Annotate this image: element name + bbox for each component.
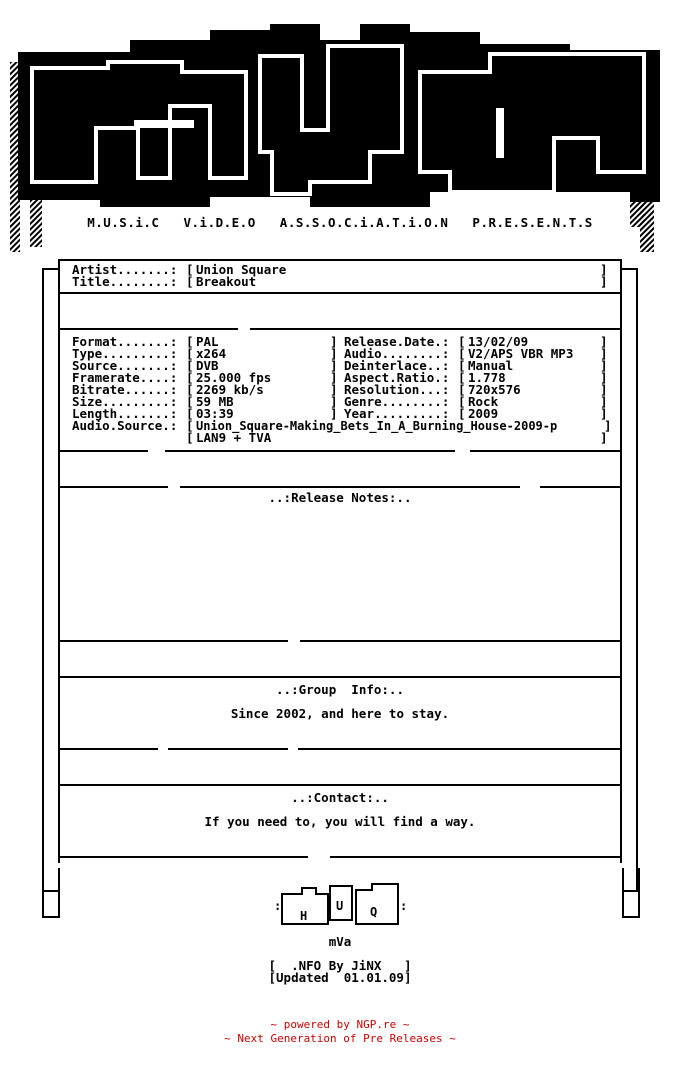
bracket-open: [ bbox=[186, 358, 194, 373]
spec-left-value: DVB bbox=[196, 358, 219, 373]
divider-9a bbox=[58, 856, 308, 858]
spec-right-label: Resolution...: bbox=[344, 382, 450, 397]
spec-left-label: Size.........: bbox=[72, 394, 178, 409]
bracket-open: [ bbox=[186, 394, 194, 409]
bracket-open: [ bbox=[186, 370, 194, 385]
bracket-close: ] bbox=[600, 274, 608, 289]
spec-right-label: Aspect.Ratio.: bbox=[344, 370, 450, 385]
spec-left-value: x264 bbox=[196, 346, 227, 361]
bracket-close: ] bbox=[330, 346, 338, 361]
divider-7a bbox=[58, 748, 158, 750]
contact-text: If you need to, you will find a way. bbox=[204, 814, 476, 829]
spec-left-value: 59 MB bbox=[196, 394, 234, 409]
small-logo-name: mVa bbox=[328, 934, 352, 949]
bracket-open: [ bbox=[458, 358, 466, 373]
audio-source-line2: LAN9 + TVA bbox=[196, 430, 272, 445]
small-mva-logo bbox=[272, 880, 408, 932]
left-rail bbox=[42, 268, 58, 892]
title-label: Title........: bbox=[72, 274, 178, 289]
bracket-open: [ bbox=[458, 382, 466, 397]
divider-3c bbox=[470, 450, 620, 452]
updated-date: [Updated 01.01.09] bbox=[268, 970, 412, 985]
bracket-close: ] bbox=[600, 394, 608, 409]
bracket-close: ] bbox=[330, 394, 338, 409]
right-foot bbox=[622, 868, 640, 918]
bracket-open: [ bbox=[186, 430, 194, 445]
presents-tagline: M.U.S.i.C V.i.D.E.O A.S.S.O.C.i.A.T.i.O.N P.R.E.S.E.N.T.S bbox=[87, 215, 593, 230]
group-info-title: ..:Group Info:.. bbox=[276, 682, 404, 697]
bracket-open: [ bbox=[186, 274, 194, 289]
bracket-close: ] bbox=[600, 358, 608, 373]
spec-right-value: Manual bbox=[468, 358, 514, 373]
left-foot bbox=[42, 868, 60, 918]
divider-6 bbox=[58, 676, 620, 678]
spec-right-value: 13/02/09 bbox=[468, 334, 529, 349]
bracket-close: ] bbox=[600, 370, 608, 385]
audio-source-line1: Union_Square-Making_Bets_In_A_Burning_House-2009-p bbox=[196, 419, 558, 433]
bracket-open: [ bbox=[186, 382, 194, 397]
contact-title: ..:Contact:.. bbox=[291, 790, 389, 805]
artist-value: Union Square bbox=[196, 262, 287, 277]
spec-left-value: 2269 kb/s bbox=[196, 382, 264, 397]
bracket-open: [ bbox=[458, 394, 466, 409]
bracket-close: ] bbox=[600, 406, 608, 421]
footer-powered-by: ~ powered by NGP.re ~ bbox=[270, 1018, 410, 1031]
spec-right-value: Rock bbox=[468, 394, 499, 409]
footer-tagline: ~ Next Generation of Pre Releases ~ bbox=[224, 1032, 456, 1045]
bracket-close: ] bbox=[600, 262, 608, 277]
bracket-open: [ bbox=[458, 334, 466, 349]
release-notes-title: ..:Release Notes:.. bbox=[268, 490, 412, 505]
svg-text::: : bbox=[274, 899, 282, 913]
right-rail bbox=[622, 268, 638, 892]
bracket-close: ] bbox=[330, 382, 338, 397]
bracket-open: [ bbox=[458, 346, 466, 361]
spec-left-label: Type.........: bbox=[72, 346, 178, 361]
divider-7c bbox=[298, 748, 620, 750]
bracket-open: [ bbox=[186, 334, 194, 349]
divider-4c bbox=[540, 486, 620, 488]
spec-left-value: 25.000 fps bbox=[196, 370, 272, 385]
divider-8 bbox=[58, 784, 620, 786]
audio-source-label: Audio.Source.: bbox=[72, 418, 178, 433]
divider-7b bbox=[168, 748, 288, 750]
divider-4b bbox=[180, 486, 520, 488]
divider-5b bbox=[300, 640, 620, 642]
bracket-close: ] bbox=[330, 334, 338, 349]
bracket-open: [ bbox=[186, 262, 194, 277]
spec-right-label: Release.Date.: bbox=[344, 334, 450, 349]
bracket-close: ] bbox=[600, 346, 608, 361]
divider-5a bbox=[58, 640, 288, 642]
artist-label: Artist.......: bbox=[72, 262, 178, 277]
bracket-open: [ bbox=[186, 406, 194, 421]
bracket-close: ] bbox=[330, 406, 338, 421]
spec-right-label: Genre........: bbox=[344, 394, 450, 409]
divider-9b bbox=[330, 856, 620, 858]
divider-2a bbox=[58, 328, 238, 330]
spec-right-value: V2/APS VBR MP3 bbox=[468, 346, 574, 361]
spec-left-label: Format.......: bbox=[72, 334, 178, 349]
spec-right-value: 2009 bbox=[468, 406, 499, 421]
divider-1 bbox=[58, 292, 620, 294]
bracket-close: ] bbox=[330, 370, 338, 385]
spec-right-value: 720x576 bbox=[468, 382, 521, 397]
bracket-open: [ bbox=[458, 406, 466, 421]
bracket-close: ] bbox=[330, 358, 338, 373]
spec-left-value: PAL bbox=[196, 334, 219, 349]
divider-3a bbox=[58, 450, 148, 452]
bracket-open: [ bbox=[186, 418, 194, 433]
bracket-close: ] bbox=[600, 382, 608, 397]
bracket-close: ] bbox=[600, 430, 608, 445]
svg-text:Q: Q bbox=[370, 905, 378, 919]
divider-2b bbox=[250, 328, 620, 330]
svg-text::: : bbox=[400, 899, 408, 913]
spec-left-label: Bitrate......: bbox=[72, 382, 178, 397]
svg-text:U: U bbox=[336, 899, 344, 913]
nfo-by: [ .NFO By JiNX ] bbox=[268, 958, 412, 973]
spec-left-label: Source.......: bbox=[72, 358, 178, 373]
spec-right-label: Deinterlace..: bbox=[344, 358, 450, 373]
bracket-open: [ bbox=[458, 370, 466, 385]
title-value: Breakout bbox=[196, 274, 257, 289]
spec-right-label: Year.........: bbox=[344, 406, 450, 421]
spec-left-label: Framerate....: bbox=[72, 370, 178, 385]
bracket-close: ] bbox=[600, 334, 608, 349]
spec-right-value: 1.778 bbox=[468, 370, 506, 385]
svg-text:H: H bbox=[300, 909, 308, 923]
group-info-text: Since 2002, and here to stay. bbox=[230, 706, 450, 721]
spec-left-label: Length.......: bbox=[72, 406, 178, 421]
bracket-close: ] bbox=[604, 418, 612, 433]
divider-4a bbox=[58, 486, 168, 488]
spec-left-value: 03:39 bbox=[196, 406, 234, 421]
spec-right-label: Audio........: bbox=[344, 346, 450, 361]
divider-3b bbox=[165, 450, 455, 452]
bracket-open: [ bbox=[186, 346, 194, 361]
